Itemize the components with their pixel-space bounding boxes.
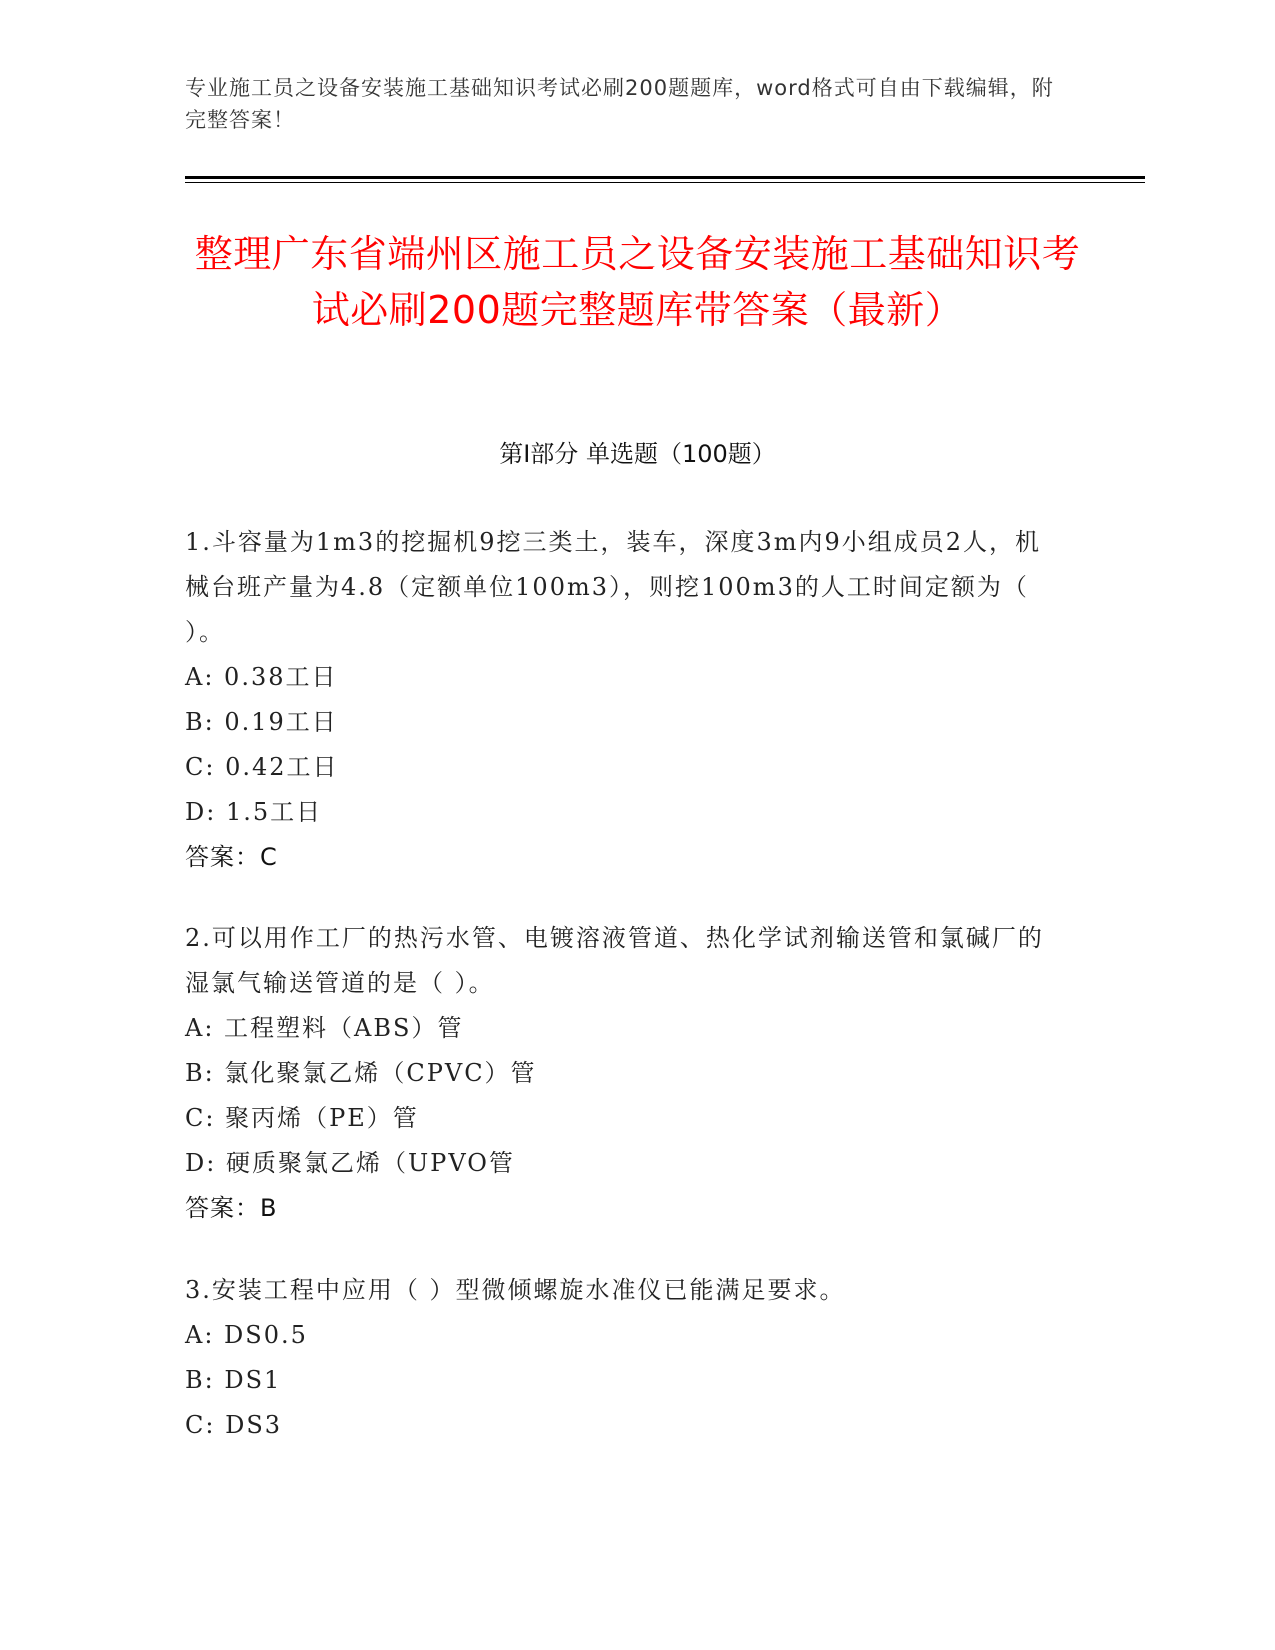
header-note: 专业施工员之设备安装施工基础知识考试必刷200题题库，word格式可自由下载编辑，附完整答案！ [185, 76, 1054, 132]
question-1 [185, 520, 1065, 880]
option-b: B: DS1 [185, 1366, 282, 1394]
option-a: A: 0.38工日 [185, 663, 338, 691]
option-d: D: 1.5工日 [185, 798, 323, 826]
question-2 [185, 916, 1065, 1231]
answer: 答案：C [185, 843, 278, 871]
question-stem: 3.安装工程中应用（ ）型微倾螺旋水准仪已能满足要求。 [185, 1276, 846, 1304]
header-rule-thick [185, 176, 1145, 179]
question-stem: 2.可以用作工厂的热污水管、电镀溶液管道、热化学试剂输送管和氯碱厂的湿氯气输送管道的是（ ）。 [185, 924, 1044, 997]
section-title: 第I部分 单选题（100题） [499, 440, 776, 468]
option-c: C: 0.42工日 [185, 753, 339, 781]
option-d: D: 硬质聚氯乙烯（UPVO管 [185, 1149, 515, 1177]
question-stem: 1.斗容量为1m3的挖掘机9挖三类土，装车，深度3m内9小组成员2人，机械台班产量为4.8（定额单位100m3），则挖100m3的人工时间定额为（ ）。 [185, 528, 1042, 646]
question-3 [185, 1268, 1065, 1448]
option-c: C: DS3 [185, 1411, 283, 1439]
option-a: A: DS0.5 [185, 1321, 308, 1349]
option-b: B: 氯化聚氯乙烯（CPVC）管 [185, 1059, 537, 1087]
answer: 答案：B [185, 1194, 278, 1222]
option-a: A: 工程塑料（ABS）管 [185, 1014, 464, 1042]
header-rule-thin [185, 182, 1145, 183]
option-b: B: 0.19工日 [185, 708, 338, 736]
option-c: C: 聚丙烯（PE）管 [185, 1104, 419, 1132]
document-title: 整理广东省端州区施工员之设备安装施工基础知识考试必刷200题完整题库带答案（最新） [194, 232, 1081, 332]
